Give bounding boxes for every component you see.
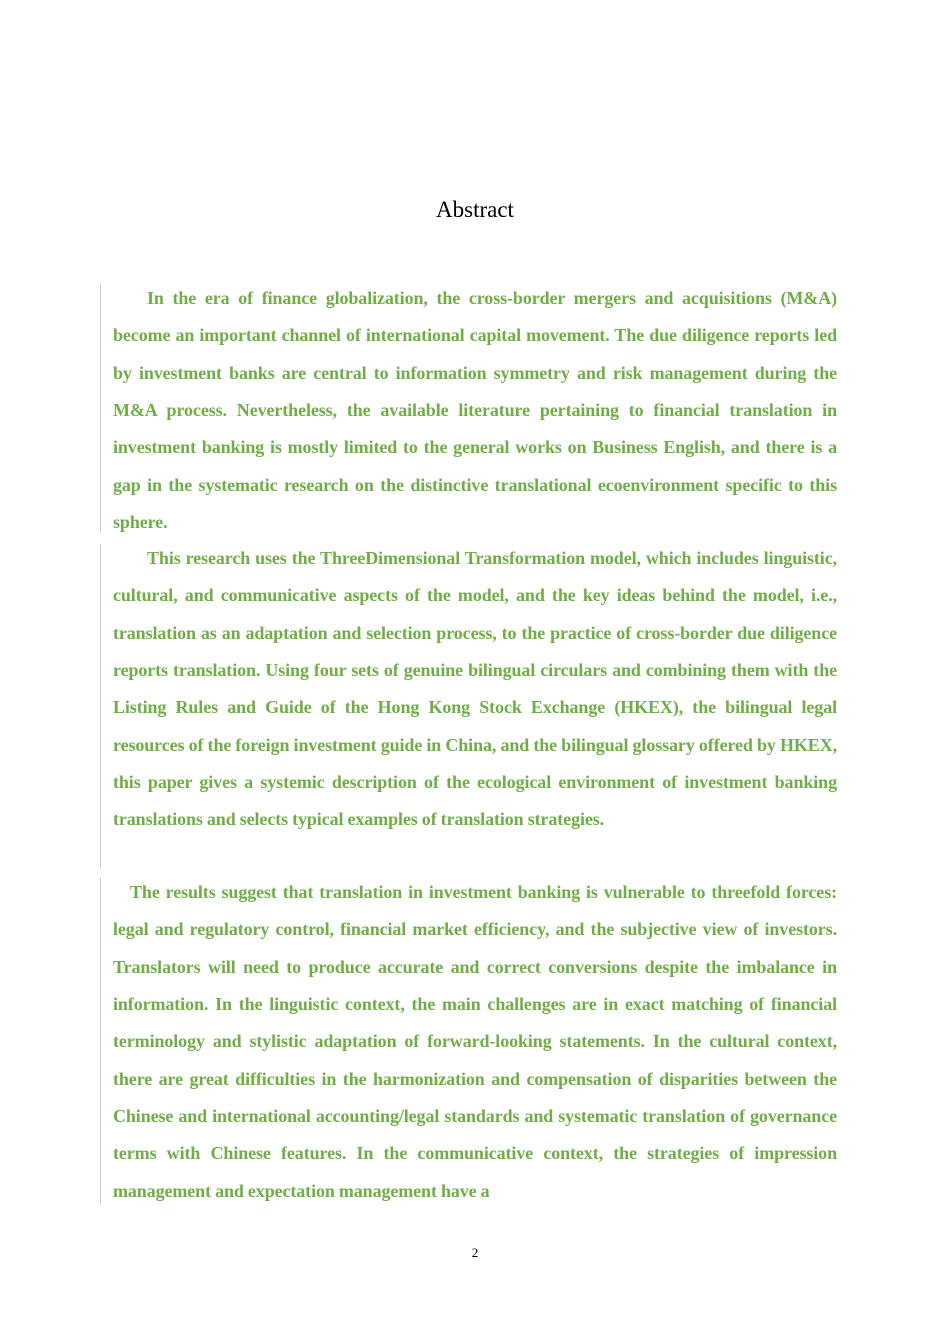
paragraph-1: In the era of finance globalization, the cross-border mergers and acquisitions (M&A) become an important channel of international capital movement. The due diligence reports led by investment banks are central to information symmetry and risk management during the M&A process. Nevertheless, the available literature pertaining to financial translation in investment banking is mostly limited to the general works on Business English, and there is a gap in the systematic research on the distinctive translational ecoenvironment specific to this sphere.: [113, 288, 837, 533]
page-number: 2: [471, 1245, 479, 1260]
paragraph-3: The results suggest that translation in investment banking is vulnerable to threefold forces: legal and regulatory control, financial market efficiency, and the subjective view of investors. Translators will need to produce accurate and correct conversions despite the imbalance in information. In the linguistic context, the main challenges are in exact matching of financial terminology and stylistic adaptation of forward-looking statements. In the cultural context, there are great difficulties in the harmonization and compensation of disparities between the Chinese and international accounting/legal standards and systematic translation of governance terms with Chinese features. In the communicative context, the strategies of impression management and expectation management have a: [113, 882, 837, 1201]
change-bar: [100, 878, 101, 1204]
paragraph-2: This research uses the ThreeDimensional Transformation model, which includes linguistic, cultural, and communicative aspects of the model, and the key ideas behind the model, i.e., translation as an adaptation and selection process, to the practice of cross-border due diligence reports translation. Using four sets of genuine bilingual circulars and combining them with the Listing Rules and Guide of the Hong Kong Stock Exchange (HKEX), the bilingual legal resources of the foreign investment guide in China, and the bilingual glossary offered by HKEX, this paper gives a systemic description of the ecological environment of investment banking translations and selects typical examples of translation strategies.: [113, 548, 837, 830]
page-title: Abstract: [436, 197, 514, 222]
change-bar: [100, 544, 101, 868]
change-bar: [100, 284, 101, 532]
